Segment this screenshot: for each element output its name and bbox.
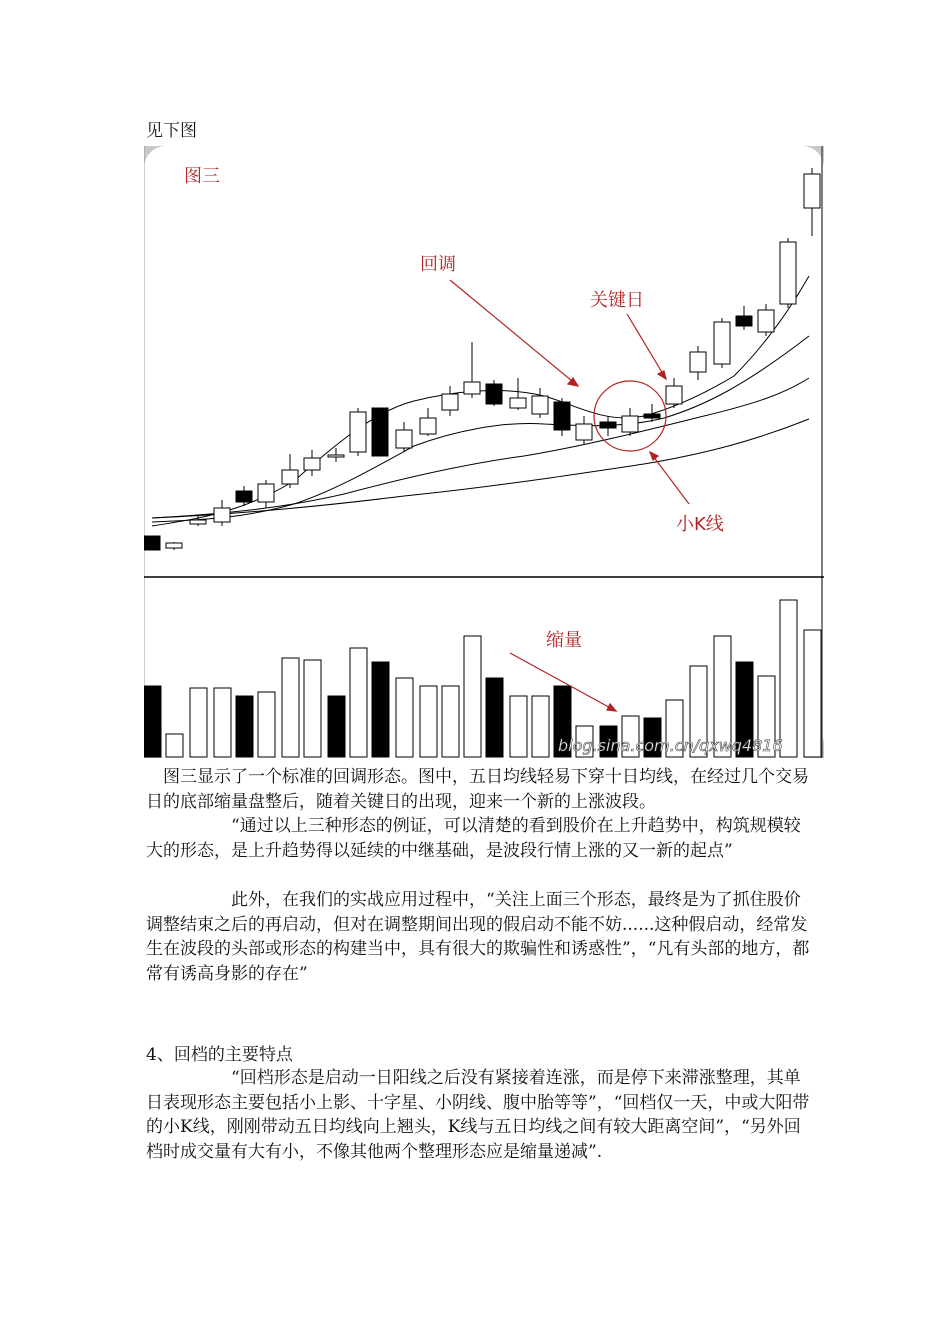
- candle-body: [464, 382, 480, 394]
- candle-body: [350, 412, 366, 452]
- candle-body: [214, 508, 230, 522]
- candle-body: [758, 310, 774, 332]
- candle-body: [554, 402, 570, 430]
- candle-body: [510, 398, 526, 408]
- volume-bar: [372, 662, 389, 757]
- volume-bar: [780, 600, 797, 757]
- candle-body: [328, 455, 344, 457]
- candle-body: [486, 384, 502, 404]
- candle-body: [166, 543, 182, 548]
- volume-bar: [258, 692, 275, 757]
- volume-shrink-label: 缩量: [546, 630, 582, 651]
- volume-bar: [510, 696, 527, 757]
- paragraph-figure-description: 图三显示了一个标准的回调形态。图中，五日均线轻易下穿十日均线，在经过几个交易日的底部缩量盘整后，随着关键日的出现，迎来一个新的上涨波段。: [146, 767, 809, 812]
- candle-body: [532, 396, 548, 414]
- candle-body: [714, 322, 730, 364]
- candle-body: [372, 408, 388, 456]
- candle-body: [258, 484, 274, 502]
- candle-body: [622, 416, 638, 432]
- intro-text: 见下图: [146, 121, 197, 141]
- volume-bar: [236, 696, 253, 757]
- watermark-text: blog.sina.com.cn/qxwq4816: [558, 736, 783, 755]
- volume-bar: [532, 696, 549, 757]
- volume-bar: [442, 686, 459, 757]
- key-day-label: 关键日: [590, 290, 644, 311]
- volume-bar: [166, 734, 183, 757]
- candle-body: [576, 424, 592, 440]
- candle-body: [190, 520, 206, 524]
- candle-body: [666, 386, 682, 404]
- candle-body: [236, 491, 252, 502]
- paragraph-quote-examples: “通过以上三种形态的例证，可以清楚的看到股价在上升趋势中，构筑规模较大的形态，是上升趋势得以延续的中继基础，是波段行情上涨的又一新的起点”: [146, 816, 801, 861]
- paragraph-pullback-features: “回档形态是启动一日阳线之后没有紧接着连涨，而是停下来滞涨整理，其单日表现形态主要包括小上影、十字星、小阴线、腹中胎等等”，“回档仅一天，中或大阳带的小K线，刚刚带动五日均线向上翘头，K线与五日均线之间有较大距离空间”，“另外回档时成交量有大有小，不像其他两个整理形态应是缩量递减”.: [146, 1068, 810, 1162]
- volume-bar: [486, 678, 503, 757]
- volume-bar: [464, 636, 481, 757]
- candle-body: [600, 422, 616, 428]
- candle-body: [396, 430, 412, 448]
- candle-body: [690, 352, 706, 372]
- volume-bar: [420, 686, 437, 757]
- candle-body: [420, 418, 436, 434]
- chart-figure: [144, 146, 824, 758]
- volume-bar: [304, 660, 321, 757]
- volume-bar: [350, 648, 367, 757]
- candle-body: [644, 414, 660, 418]
- candle-body: [304, 458, 320, 470]
- candle-body: [804, 174, 820, 208]
- candle-body: [780, 242, 796, 304]
- paragraph-fake-start: 此外，在我们的实战应用过程中，“关注上面三个形态，最终是为了抓住股价调整结束之后的再启动，但对在调整期间出现的假启动不能不妨......这种假启动，经常发生在波段的头部或形态的构建当中，具有很大的欺骗性和诱惑性”，“凡有头部的地方，都常有诱高身影的存在”: [146, 890, 810, 984]
- figure-title: 图三: [184, 166, 220, 187]
- volume-bar: [282, 658, 299, 757]
- volume-bar: [328, 696, 345, 757]
- volume-bar: [396, 678, 413, 757]
- volume-bar: [214, 688, 231, 757]
- volume-bar: [190, 688, 207, 757]
- pullback-label: 回调: [420, 254, 456, 275]
- volume-bar: [144, 686, 161, 757]
- candle-body: [442, 394, 458, 410]
- section-heading: 4、回档的主要特点: [146, 1045, 293, 1065]
- candle-body: [144, 536, 160, 550]
- small-k-label: 小K线: [676, 514, 724, 535]
- candle-body: [282, 470, 298, 484]
- candle-body: [736, 316, 752, 326]
- volume-bar: [804, 630, 821, 757]
- candlestick-volume-chart: [144, 146, 824, 758]
